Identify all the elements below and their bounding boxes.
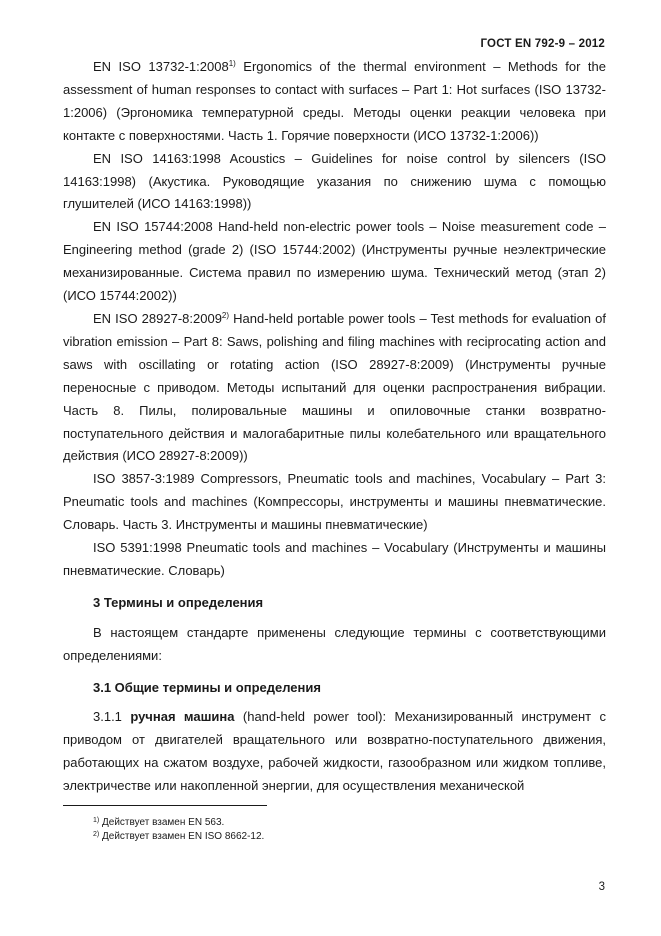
reference-code: EN ISO 15744:2008 <box>93 219 213 235</box>
term-name: ручная машина <box>130 709 235 725</box>
footnote-mark: 1) <box>93 817 100 824</box>
reference-code: ISO 5391:1998 <box>93 540 182 556</box>
footnote-mark: 2) <box>93 830 100 838</box>
reference-text: Hand-held portable power tools – Test methods for evaluation of vibration emission – Part 8: Saws, polishing and filing machines with reciprocating action and saws with oscillating or rotating action (ISO 28927-8:2009) (Инструменты ручные переносные с приводом. Методы испытаний для оценки распространения вибрации. Часть 8. Пилы, полировальные машины и опиловочные станки возвратно-поступательного действия и малогабаритные пилы колебательного или вращательного действия (ИСО 28927-8:2009)) <box>63 310 606 464</box>
standard-code-header: ГОСТ EN 792-9 – 2012 <box>480 38 605 50</box>
section-intro: В настоящем стандарте применены следующие термины с соответствующими определениями: <box>63 624 606 663</box>
reference-text: Acoustics – Guidelines for noise control by silencers (ISO 14163:1998) (Акустика. Руководящие указания по снижению шума с помощью глушителей (ИСО 14163:1998)) <box>63 150 607 212</box>
reference-text: Compressors, Pneumatic tools and machines, Vocabulary – Part 3: Pneumatic tools and machines (Компрессоры, инструменты и машины пневматические. Словарь. Часть 3. Инструменты и машины пневматические) <box>63 471 606 533</box>
reference-14163 <box>63 148 606 217</box>
subsection-heading: 3.1 Общие термины и определения <box>93 679 321 695</box>
reference-28927 <box>63 308 606 468</box>
reference-code: EN ISO 14163:1998 <box>93 150 221 166</box>
reference-code: EN ISO 13732-1:2008 <box>93 59 229 74</box>
footnote-text: Действует взамен EN 563. <box>99 817 225 828</box>
reference-text: Pneumatic tools and machines – Vocabulary (Инструменты и машины пневматические. Словарь) <box>63 540 606 578</box>
section-heading: 3 Термины и определения <box>93 594 264 610</box>
reference-code: EN ISO 28927-8:2009 <box>93 310 222 326</box>
footnote-1 <box>93 816 264 830</box>
footnote-divider <box>63 805 267 806</box>
reference-15744 <box>63 216 606 308</box>
footnote-text: Действует взамен EN ISO 8662-12. <box>99 830 265 842</box>
reference-13732 <box>63 56 606 148</box>
footnote-mark: 1) <box>228 59 236 68</box>
term-number: 3.1.1 <box>93 709 122 725</box>
page-body <box>63 56 606 798</box>
footnote-2 <box>93 830 264 844</box>
page-number: 3 <box>598 881 605 893</box>
reference-text: Ergonomics of the thermal environment – Methods for the assessment of human responses to contact with surfaces – Part 1: Hot surfaces (ISO 13732-1:2006) (Эргономика температурной среды. Методы оценки реакции человека при контакте с поверхностями. Часть 1. Горячие поверхности (ИСО 13732-1:2006)) <box>63 59 607 143</box>
footnote-mark: 2) <box>221 310 230 320</box>
reference-3857 <box>63 468 606 537</box>
footnotes <box>93 816 264 843</box>
reference-5391 <box>63 537 606 583</box>
reference-code: ISO 3857-3:1989 <box>93 471 195 487</box>
reference-text: Hand-held non-electric power tools – Noise measurement code – Engineering method (grade 2) (ISO 15744:2002) (Инструменты ручные неэлектрические механизированные. Система правил по измерению шума. Технический метод (этап 2) (ИСО 15744:2002)) <box>63 219 607 304</box>
term-definition-text: (hand-held power tool): Механизированный инструмент с приводом от двигателей вращательного или возвратно-поступательного движения, работающих на сжатом воздухе, рабочей жидкости, газообразном или жидком топливе, электричестве или накопленной энергии, для осуществления механической <box>63 709 606 794</box>
term-definition <box>63 706 606 798</box>
